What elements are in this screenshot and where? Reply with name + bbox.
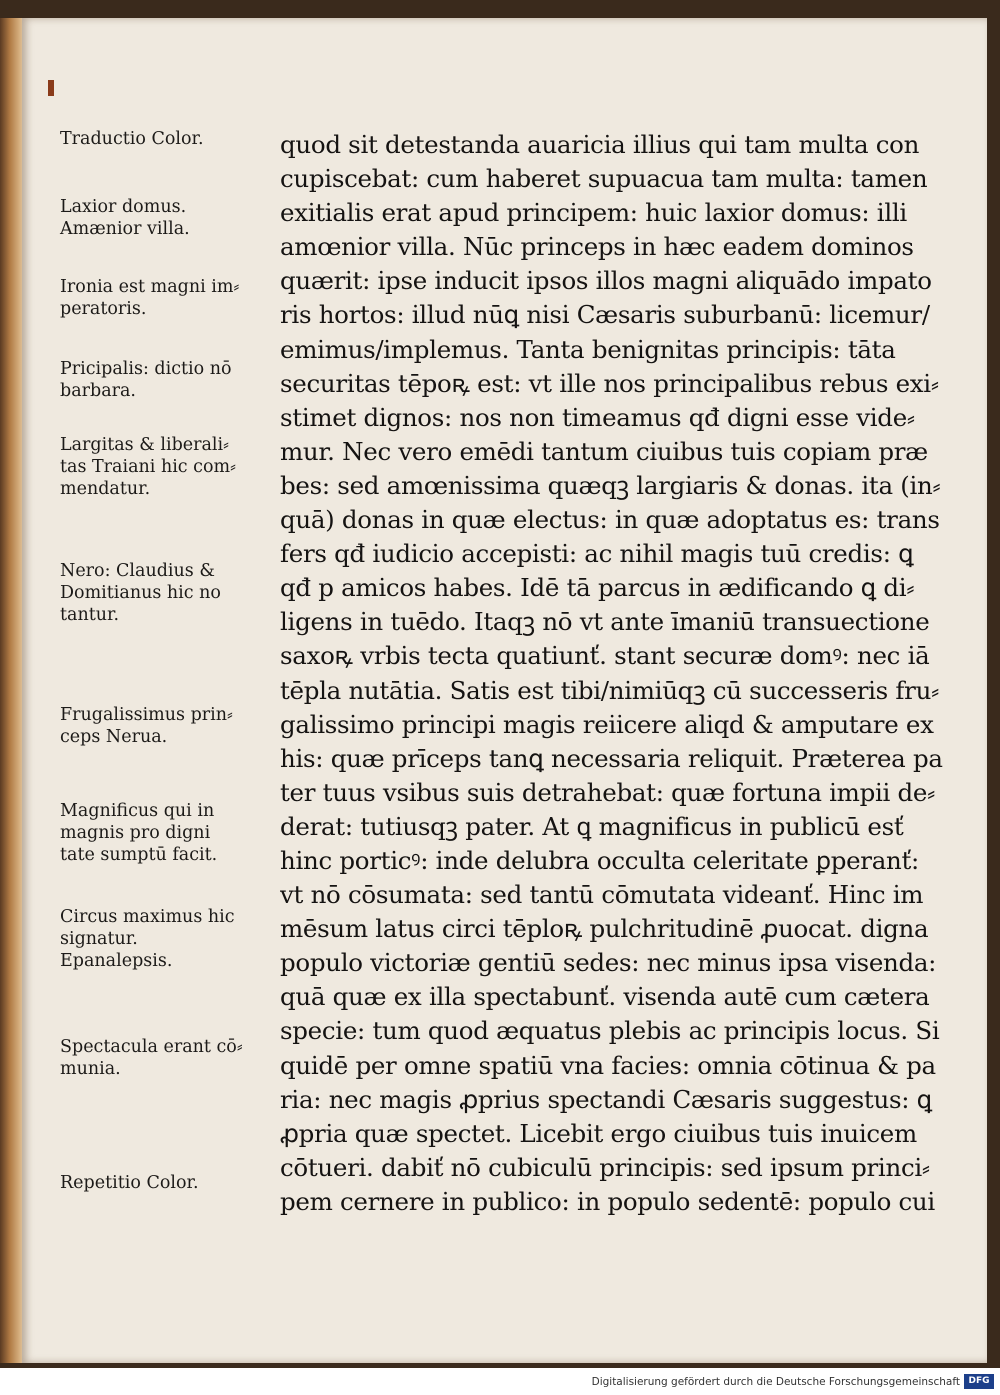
- text-line: quærit: ipse inducit ipsos illos magni aliquādo impato: [280, 266, 932, 296]
- marginal-gloss: Circus maximus hic signatur. Epanalepsis.: [60, 907, 235, 971]
- marginal-gloss: Frugalissimus prin⸗ ceps Nerua.: [60, 705, 233, 747]
- funding-credit: Digitalisierung gefördert durch die Deutsche Forschungsgemeinschaft: [591, 1376, 960, 1388]
- text-line: cupiscebat: cum haberet supuacua tam multa: tamen: [280, 164, 928, 194]
- text-line: galissimo principi magis reiicere aliqd & amputare ex: [280, 709, 934, 739]
- marginal-gloss: Spectacula erant cō⸗ munia.: [60, 1037, 243, 1079]
- text-line: qđ p amicos habes. Idē tā parcus in ædificando ꝗ di⸗: [280, 573, 915, 603]
- text-line: quidē per omne spatiū vna facies: omnia cōtinua & pa: [280, 1050, 936, 1080]
- text-line: ligens in tuēdo. Itaqꝫ nō vt ante īmaniū transuectione: [280, 607, 930, 637]
- text-line: exitialis erat apud principem: huic laxior domus: illi: [280, 198, 907, 228]
- rubrication-mark: [48, 80, 54, 96]
- digitization-footer: [0, 1368, 1000, 1395]
- marginal-gloss: Ironia est magni im⸗ peratoris.: [60, 277, 240, 319]
- text-line: stimet dignos: nos non timeamus qđ digni esse vide⸗: [280, 402, 915, 432]
- marginal-gloss: Nero: Claudius & Domitianus hic no tantur.: [60, 561, 221, 625]
- text-line: hinc porticꝰ: inde delubra occulta celeritate ꝑperanť:: [280, 845, 920, 875]
- text-line: fers qđ iudicio accepisti: ac nihil magis tuū credis: ꝗ: [280, 539, 914, 569]
- marginal-gloss: Laxior domus. Amænior villa.: [60, 197, 190, 239]
- dfg-logo-icon: DFG: [964, 1374, 994, 1389]
- main-text-block: [280, 128, 945, 1219]
- text-line: quā) donas in quæ electus: in quæ adoptatus es: trans: [280, 505, 940, 535]
- marginal-gloss: Pricipalis: dictio nō barbara.: [60, 359, 232, 401]
- text-line: vt nō cōsumata: sed tantū cōmutata videanť. Hinc im: [280, 880, 924, 910]
- text-line: populo victoriæ gentiū sedes: nec minus ipsa visenda:: [280, 948, 937, 978]
- text-line: quā quæ ex illa spectabunť. visenda autē cum cætera: [280, 982, 930, 1012]
- text-line: emimus/implemus. Tanta benignitas principis: tāta: [280, 334, 896, 364]
- marginal-gloss: Traductio Color.: [60, 129, 204, 149]
- text-line: specie: tum quod æquatus plebis ac principis locus. Si: [280, 1016, 940, 1046]
- text-line: ris hortos: illud nūꝗ nisi Cæsaris suburbanū: licemur/: [280, 300, 930, 330]
- text-line: bes: sed amœnissima quæqꝫ largiaris & donas. ita (in⸗: [280, 470, 941, 500]
- text-line: ꝓpria quæ spectet. Licebit ergo ciuibus tuis inuicem: [280, 1118, 917, 1148]
- text-line: securitas tēpoꝶ est: vt ille nos principalibus rebus exi⸗: [280, 368, 939, 398]
- text-line: saxoꝶ vrbis tecta quatiunť. stant securæ domꝰ: nec iā: [280, 641, 930, 671]
- text-line: amœnior villa. Nūc princeps in hæc eadem dominos: [280, 232, 914, 262]
- text-line: tēpla nutātia. Satis est tibi/nimiūqꝫ cū successeris fru⸗: [280, 675, 939, 705]
- text-line: mur. Nec vero emēdi tantum ciuibus tuis copiam præ: [280, 436, 928, 466]
- marginal-gloss: Magnificus qui in magnis pro digni tate sumptū facit.: [60, 801, 218, 865]
- text-line: cōtueri. dabiť nō cubiculū principis: sed ipsum princi⸗: [280, 1152, 930, 1182]
- text-line: ria: nec magis ꝓprius spectandi Cæsaris suggestus: ꝗ: [280, 1084, 932, 1114]
- book-page: [22, 18, 987, 1363]
- text-line: ter tuus vsibus suis detrahebat: quæ fortuna impii de⸗: [280, 777, 935, 807]
- text-line: pem cernere in publico: in populo sedentē: populo cui: [280, 1186, 935, 1216]
- marginal-gloss: Repetitio Color.: [60, 1173, 199, 1193]
- text-line: derat: tutiusqꝫ pater. At ꝗ magnificus in publicū esť: [280, 811, 904, 841]
- marginal-gloss: Largitas & liberali⸗ tas Traiani hic com⸗ mendatur.: [60, 435, 236, 499]
- text-line: mēsum latus circi tēploꝶ pulchritudinē ꝓuocat. digna: [280, 914, 929, 944]
- text-line: his: quæ prīceps tanꝗ necessaria reliquit. Præterea pa: [280, 743, 943, 773]
- text-line: quod sit detestanda auaricia illius qui tam multa con: [280, 130, 920, 159]
